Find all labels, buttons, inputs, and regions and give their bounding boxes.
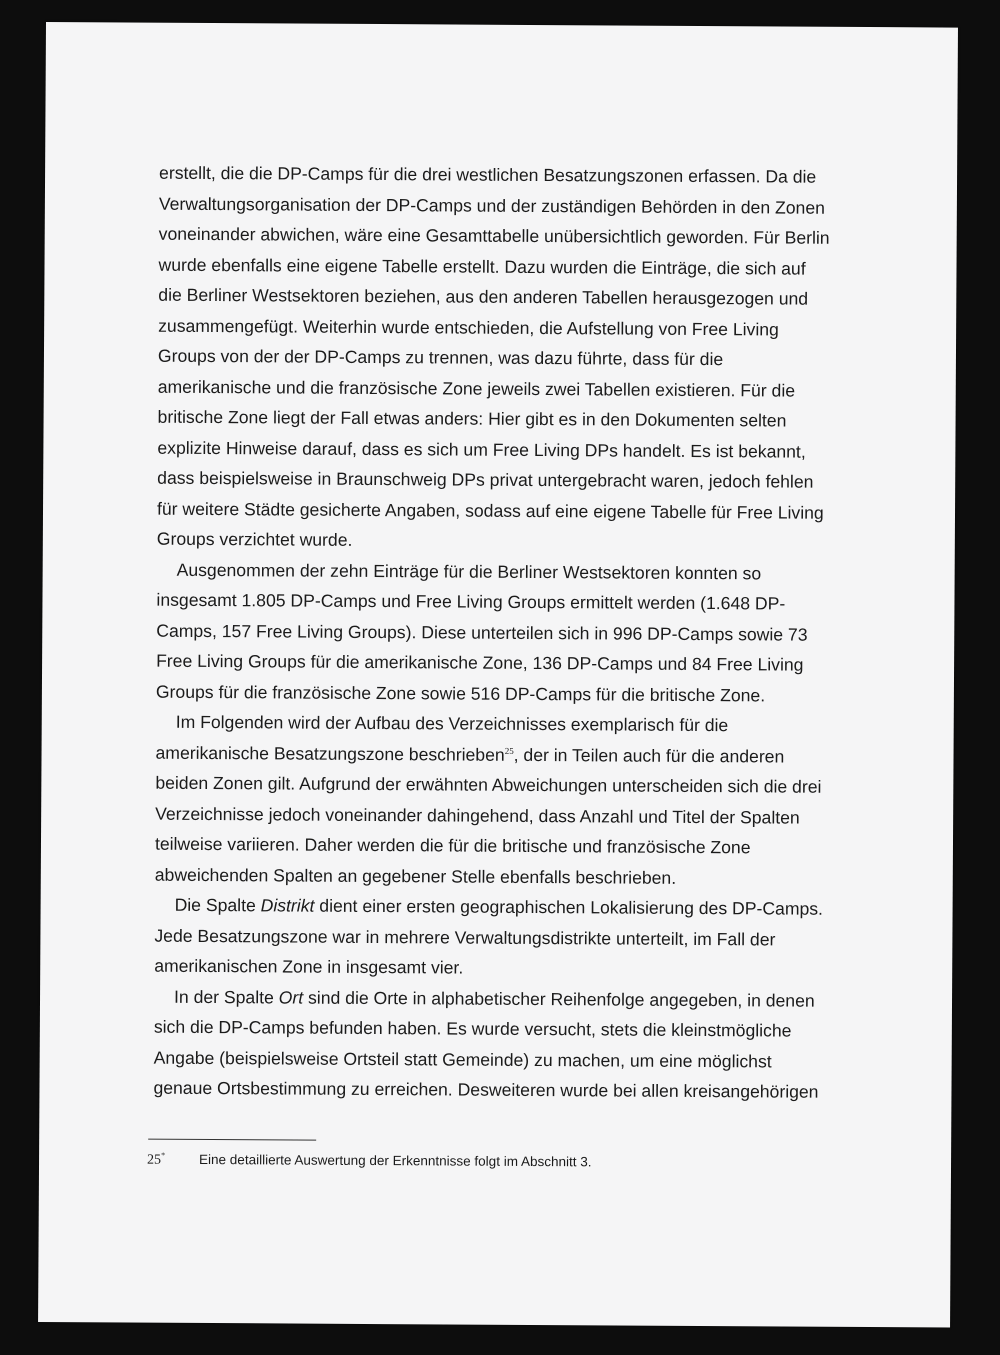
footnote-marker: * bbox=[161, 1150, 166, 1160]
paragraph bbox=[156, 554, 829, 711]
text-run: , der in Teilen auch für die anderen beiden Zonen gilt. Aufgrund der erwähnten Abweichungen unterscheiden sich die drei Verzeichnisse jedoch voneinander dahingehend, dass Anzahl und Titel der Spalten teilweise variieren. Daher werden die für die britische und französische Zone abweichenden Spalten an gegebener Stelle ebenfalls beschrieben. bbox=[154, 744, 822, 888]
footnote-text: Eine detaillierte Auswertung der Erkenntnisse folgt im Abschnitt 3. bbox=[199, 1151, 592, 1170]
footnote bbox=[147, 1151, 847, 1174]
paragraph bbox=[153, 981, 826, 1107]
text-run: sind die Orte in alphabetischer Reihenfolge angegeben, in denen sich die DP-Camps befunden haben. Es wurde versucht, stets die kleinstmögliche Angabe (beispielsweise Ortsteil statt Gemeinde) zu machen, um eine möglichst genaue Ortsbestimmung zu erreichen. Desweiteren wurde bei allen kreisangehörigen bbox=[153, 987, 819, 1102]
paragraph bbox=[154, 890, 827, 986]
column-name: Ort bbox=[278, 986, 304, 1008]
text-run: erstellt, die die DP-Camps für die drei westlichen Besatzungszonen erfassen. Da die Verwaltungsorganisation der DP-Camps und der zuständigen Behörden in den Zonen voneinander abwichen, wäre eine Gesamttabelle unübersichtlich geworden. Für Berlin wurde ebenfalls eine eigene Tabelle erstellt. Dazu wurden die Einträge, die sich auf die Berliner Westsektoren beziehen, aus den anderen Tabellen herausgezogen und zusammengefügt. Weiterhin wurde entschieden, die Aufstellung von Free Living Groups von der der DP-Camps zu trennen, was dazu führte, dass für die amerikanische und die französische Zone jeweils zwei Tabellen existieren. Für die britische Zone liegt der Fall etwas anders: Hier gibt es in den Dokumenten selten explizite Hinweise darauf, dass es sich um Free Living DPs handelt. Es ist bekannt, dass beispielsweise in Braunschweig DPs privat untergebracht waren, jedoch fehlen für weitere Städte gesicherte Angaben, sodass auf eine eigene Tabelle für Free Living Groups verzichtet wurde. bbox=[156, 162, 830, 550]
document-page bbox=[38, 22, 958, 1328]
text-run: Ausgenommen der zehn Einträge für die Berliner Westsektoren konnten so insgesamt 1.805 DP-Camps und Free Living Groups ermittelt werden (1.648 DP-Camps, 157 Free Living Groups). Diese unterteilen sich in 996 DP-Camps sowie 73 Free Living Groups für die amerikanische Zone, 136 DP-Camps und 84 Free Living Groups für die französische Zone sowie 516 DP-Camps für die britische Zone. bbox=[155, 559, 808, 705]
text-run: In der Spalte bbox=[173, 986, 279, 1007]
footnote-number: 25* bbox=[147, 1150, 166, 1168]
text-run: Im Folgenden wird der Aufbau des Verzeichnisses exemplarisch für die amerikanische Besatzungszone beschrieben bbox=[155, 711, 729, 765]
paragraph bbox=[155, 707, 828, 894]
footnote-separator bbox=[148, 1139, 316, 1141]
paragraph bbox=[157, 158, 831, 559]
text-run: Die Spalte bbox=[174, 894, 261, 916]
body-text bbox=[153, 158, 831, 1108]
footnote-reference: 25 bbox=[504, 745, 514, 756]
text-run: dient einer ersten geographischen Lokalisierung des DP-Camps. Jede Besatzungszone war in mehrere Verwaltungsdistrikte unterteilt, im Fall der amerikanischen Zone in insgesamt vier. bbox=[154, 895, 824, 978]
column-name: Distrikt bbox=[260, 895, 315, 916]
